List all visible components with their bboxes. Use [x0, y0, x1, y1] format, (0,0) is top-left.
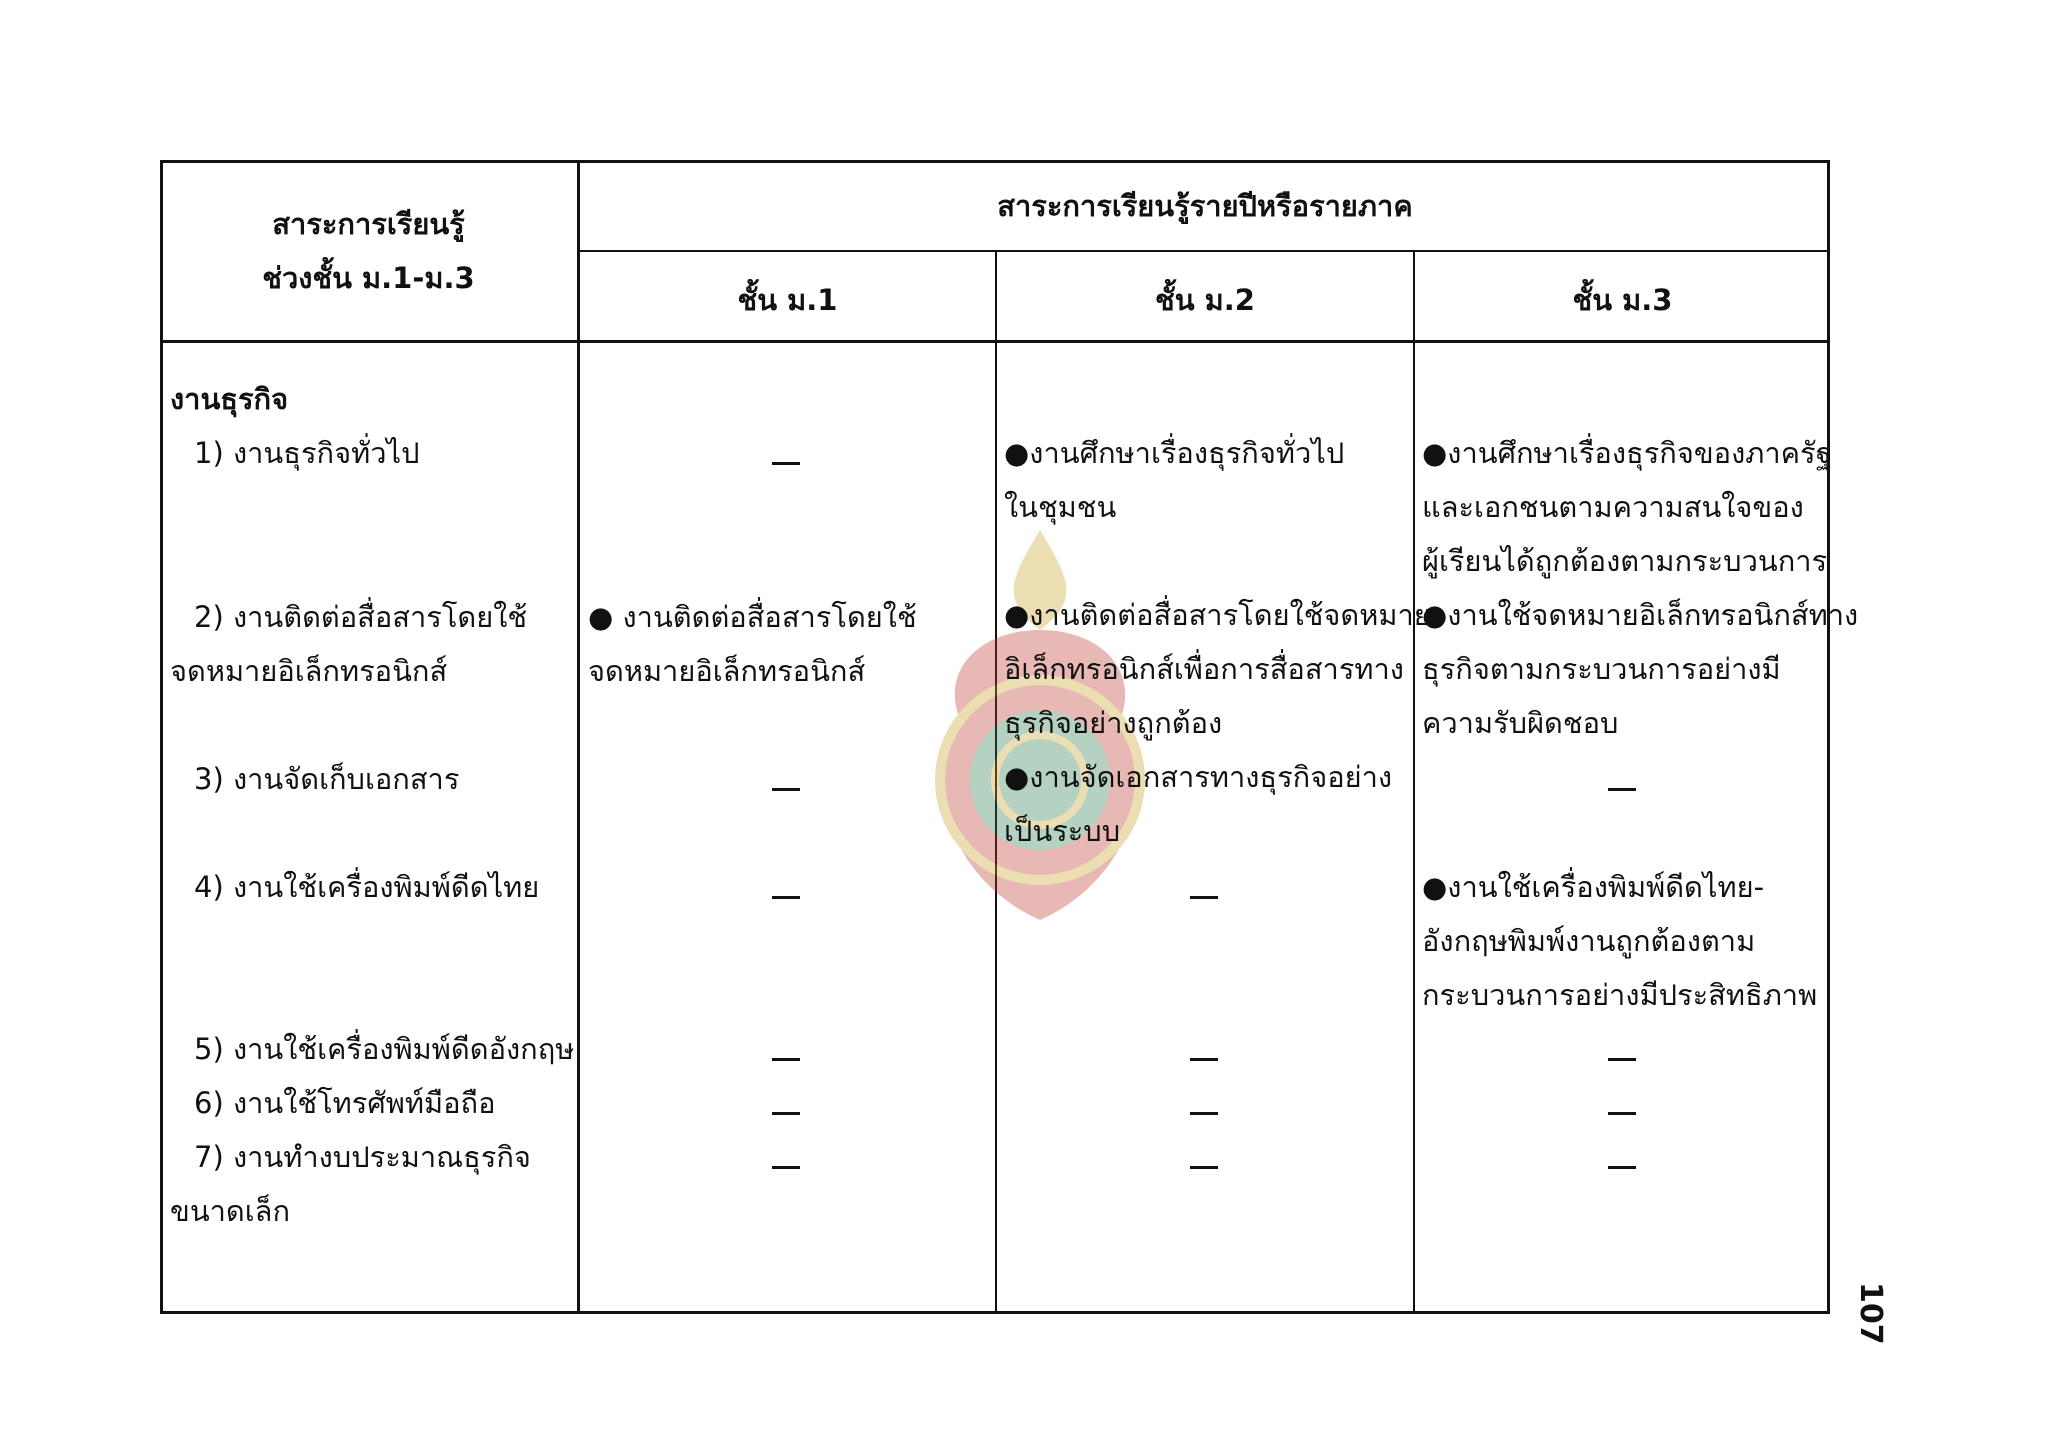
dash-m2-topic7: [1190, 1166, 1218, 1169]
m2-spacer: [1004, 534, 1431, 588]
topic-7: 7) งานทำงบประมาณธุรกิจ: [194, 1140, 531, 1174]
page-number: 107: [1853, 1282, 1888, 1345]
topic-5-7-cell: [170, 1022, 574, 1238]
m3-line-7: ●งานใช้เครื่องพิมพ์ดีดไทย-: [1422, 870, 1765, 904]
section-title: งานธุรกิจ: [170, 382, 289, 416]
dash-m3-topic5: [1608, 1058, 1636, 1061]
topic-1: 1) งานธุรกิจทั่วไป: [194, 436, 420, 470]
topic-2-cell: [170, 590, 527, 698]
m2-line-1: ●งานศึกษาเรื่องธุรกิจทั่วไป: [1004, 436, 1345, 470]
topic-2-cont: จดหมายอิเล็กทรอนิกส์: [170, 654, 448, 688]
dash-m3-topic6: [1608, 1112, 1636, 1115]
dash-m1-topic3: [772, 788, 800, 791]
m3-line-9: กระบวนการอย่างมีประสิทธิภาพ: [1422, 978, 1818, 1012]
topic-3-cell: [170, 752, 459, 806]
grade-header-m3: ชั้น ม.3: [1572, 283, 1673, 317]
m2-line-3: ●งานติดต่อสื่อสารโดยใช้จดหมาย: [1004, 598, 1431, 632]
m3-items: [1422, 426, 1858, 750]
topic-2: 2) งานติดต่อสื่อสารโดยใช้: [194, 600, 528, 634]
dash-m2-topic5: [1190, 1058, 1218, 1061]
topic-4: 4) งานใช้เครื่องพิมพ์ดีดไทย: [194, 870, 540, 904]
col1-header-line1: สาระการเรียนรู้: [272, 207, 465, 241]
m2-line-4: อิเล็กทรอนิกส์เพื่อการสื่อสารทาง: [1004, 652, 1404, 686]
m2-line-7: เป็นระบบ: [1004, 814, 1121, 848]
m3-line-5: ธุรกิจตามกระบวนการอย่างมี: [1422, 652, 1781, 686]
grade-header-m1: ชั้น ม.1: [737, 283, 838, 317]
topic-3: 3) งานจัดเก็บเอกสาร: [194, 762, 460, 796]
m3-line-3: ผู้เรียนได้ถูกต้องตามกระบวนการ: [1422, 544, 1828, 578]
dash-m1-topic6: [772, 1112, 800, 1115]
dash-m2-topic6: [1190, 1112, 1218, 1115]
m3-line-2: และเอกชนตามความสนใจของ: [1422, 490, 1804, 524]
dash-m1-topic5: [772, 1058, 800, 1061]
m2-line-2: ในชุมชน: [1004, 490, 1117, 524]
m2-line-6: ●งานจัดเอกสารทางธุรกิจอย่าง: [1004, 760, 1393, 794]
m2-line-5: ธุรกิจอย่างถูกต้อง: [1004, 706, 1223, 740]
m3-typing-item: [1422, 860, 1817, 1022]
m3-line-6: ความรับผิดชอบ: [1422, 706, 1619, 740]
dash-m3-topic7: [1608, 1166, 1636, 1169]
m1-item-email: [588, 590, 917, 698]
topics-column: [170, 372, 419, 480]
group-header: สาระการเรียนรู้รายปีหรือรายภาค: [997, 189, 1413, 223]
dash-m2-topic4: [1190, 896, 1218, 899]
m3-line-1: ●งานศึกษาเรื่องธุรกิจของภาครัฐ: [1422, 436, 1832, 470]
topic-6: 6) งานใช้โทรศัพท์มือถือ: [194, 1086, 496, 1120]
m3-line-8: อังกฤษพิมพ์งานถูกต้องตาม: [1422, 924, 1756, 958]
dash-m1-topic7: [772, 1166, 800, 1169]
header-bottom-rule: [160, 340, 1830, 343]
header-subdivider: [577, 250, 1830, 252]
topic-5: 5) งานใช้เครื่องพิมพ์ดีดอังกฤษ: [194, 1032, 575, 1066]
m2-items: [1004, 426, 1431, 858]
topic-7-cont: ขนาดเล็ก: [170, 1194, 291, 1228]
m3-line-4: ●งานใช้จดหมายอิเล็กทรอนิกส์ทาง: [1422, 598, 1859, 632]
m1-item-email-line1: ● งานติดต่อสื่อสารโดยใช้: [588, 600, 917, 634]
col-divider-1: [577, 160, 580, 1314]
col1-header-line2: ช่วงชั้น ม.1-ม.3: [262, 261, 475, 295]
dash-m1-topic4: [772, 896, 800, 899]
grade-header-m2: ชั้น ม.2: [1155, 283, 1255, 317]
m1-item-email-line2: จดหมายอิเล็กทรอนิกส์: [588, 654, 866, 688]
dash-m3-topic3: [1608, 788, 1636, 791]
dash-m1-topic1: [772, 462, 800, 465]
topic-4-cell: [170, 860, 539, 914]
